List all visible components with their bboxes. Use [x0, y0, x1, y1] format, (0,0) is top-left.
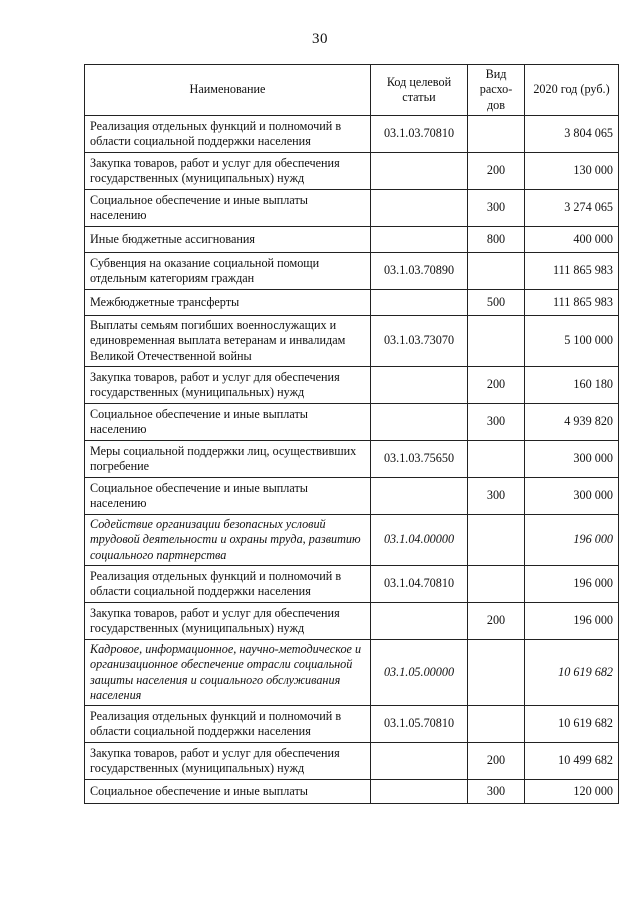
- row-amount-cell: 10 619 682: [525, 706, 619, 743]
- table-row: [85, 706, 619, 743]
- row-type-cell: 500: [468, 290, 525, 316]
- row-amount-cell: 130 000: [525, 153, 619, 190]
- row-type-cell: 800: [468, 227, 525, 253]
- row-name-cell: Субвенция на оказание социальной помощи отдельным категориям граждан: [85, 253, 371, 290]
- row-code-cell: [371, 780, 468, 804]
- row-amount-cell: 160 180: [525, 367, 619, 404]
- table-row: [85, 515, 619, 566]
- row-name-cell: Закупка товаров, работ и услуг для обеспечения государственных (муниципальных) нужд: [85, 367, 371, 404]
- header-type: Вид расхо-дов: [468, 65, 525, 116]
- row-type-cell: [468, 441, 525, 478]
- table-row: [85, 227, 619, 253]
- table-header-row: [85, 65, 619, 116]
- row-code-cell: [371, 227, 468, 253]
- row-amount-cell: 4 939 820: [525, 404, 619, 441]
- row-code-cell: 03.1.03.70890: [371, 253, 468, 290]
- table-row: [85, 404, 619, 441]
- row-name-cell: Содействие организации безопасных условий трудовой деятельности и охраны труда, развитию социального партнерства: [85, 515, 371, 566]
- table-row: [85, 743, 619, 780]
- row-type-cell: [468, 566, 525, 603]
- row-type-cell: 200: [468, 743, 525, 780]
- row-amount-cell: 111 865 983: [525, 290, 619, 316]
- row-code-cell: [371, 603, 468, 640]
- row-amount-cell: 10 619 682: [525, 640, 619, 706]
- row-type-cell: [468, 706, 525, 743]
- row-name-cell: Закупка товаров, работ и услуг для обеспечения государственных (муниципальных) нужд: [85, 603, 371, 640]
- row-code-cell: 03.1.04.70810: [371, 566, 468, 603]
- row-code-cell: [371, 404, 468, 441]
- row-amount-cell: 196 000: [525, 603, 619, 640]
- table-row: [85, 153, 619, 190]
- row-name-cell: Социальное обеспечение и иные выплаты: [85, 780, 371, 804]
- row-name-cell: Меры социальной поддержки лиц, осуществивших погребение: [85, 441, 371, 478]
- row-type-cell: 200: [468, 367, 525, 404]
- row-code-cell: 03.1.03.73070: [371, 316, 468, 367]
- row-name-cell: Реализация отдельных функций и полномочий в области социальной поддержки населения: [85, 566, 371, 603]
- header-code: Код целевой статьи: [371, 65, 468, 116]
- table-row: [85, 478, 619, 515]
- row-code-cell: [371, 190, 468, 227]
- budget-table: [84, 64, 619, 804]
- row-code-cell: [371, 743, 468, 780]
- table-row: [85, 253, 619, 290]
- table-row: [85, 441, 619, 478]
- table-body: [85, 116, 619, 804]
- row-type-cell: [468, 253, 525, 290]
- row-type-cell: 200: [468, 603, 525, 640]
- row-code-cell: 03.1.03.70810: [371, 116, 468, 153]
- row-type-cell: 300: [468, 478, 525, 515]
- row-type-cell: 300: [468, 404, 525, 441]
- table-row: [85, 116, 619, 153]
- row-code-cell: 03.1.03.75650: [371, 441, 468, 478]
- row-amount-cell: 5 100 000: [525, 316, 619, 367]
- row-type-cell: [468, 316, 525, 367]
- row-code-cell: [371, 478, 468, 515]
- table-row: [85, 566, 619, 603]
- row-amount-cell: 10 499 682: [525, 743, 619, 780]
- row-type-cell: 300: [468, 780, 525, 804]
- row-amount-cell: 3 274 065: [525, 190, 619, 227]
- row-code-cell: [371, 290, 468, 316]
- row-name-cell: Социальное обеспечение и иные выплаты населению: [85, 404, 371, 441]
- row-name-cell: Социальное обеспечение и иные выплаты населению: [85, 478, 371, 515]
- row-amount-cell: 120 000: [525, 780, 619, 804]
- row-name-cell: Социальное обеспечение и иные выплаты населению: [85, 190, 371, 227]
- row-code-cell: 03.1.04.00000: [371, 515, 468, 566]
- row-type-cell: [468, 640, 525, 706]
- row-name-cell: Закупка товаров, работ и услуг для обеспечения государственных (муниципальных) нужд: [85, 153, 371, 190]
- page-number: 30: [312, 31, 328, 47]
- row-name-cell: Закупка товаров, работ и услуг для обеспечения государственных (муниципальных) нужд: [85, 743, 371, 780]
- table-row: [85, 316, 619, 367]
- row-name-cell: Выплаты семьям погибших военнослужащих и единовременная выплата ветеранам и инвалидам Великой Отечественной войны: [85, 316, 371, 367]
- row-type-cell: 300: [468, 190, 525, 227]
- table-row: [85, 780, 619, 804]
- row-code-cell: 03.1.05.00000: [371, 640, 468, 706]
- row-amount-cell: 196 000: [525, 566, 619, 603]
- row-name-cell: Реализация отдельных функций и полномочий в области социальной поддержки населения: [85, 116, 371, 153]
- row-code-cell: [371, 367, 468, 404]
- header-name: Наименование: [85, 65, 371, 116]
- row-type-cell: [468, 515, 525, 566]
- row-type-cell: [468, 116, 525, 153]
- table-row: [85, 603, 619, 640]
- row-amount-cell: 196 000: [525, 515, 619, 566]
- table-row: [85, 367, 619, 404]
- table-row: [85, 290, 619, 316]
- row-name-cell: Иные бюджетные ассигнования: [85, 227, 371, 253]
- row-name-cell: Реализация отдельных функций и полномочий в области социальной поддержки населения: [85, 706, 371, 743]
- row-amount-cell: 400 000: [525, 227, 619, 253]
- row-name-cell: Кадровое, информационное, научно-методическое и организационное обеспечение отрасли социальной защиты населения и социального обслуживания населения: [85, 640, 371, 706]
- row-amount-cell: 300 000: [525, 441, 619, 478]
- row-type-cell: 200: [468, 153, 525, 190]
- table-row: [85, 640, 619, 706]
- row-code-cell: 03.1.05.70810: [371, 706, 468, 743]
- table-row: [85, 190, 619, 227]
- row-code-cell: [371, 153, 468, 190]
- row-amount-cell: 111 865 983: [525, 253, 619, 290]
- header-amount: 2020 год (руб.): [525, 65, 619, 116]
- row-amount-cell: 300 000: [525, 478, 619, 515]
- row-name-cell: Межбюджетные трансферты: [85, 290, 371, 316]
- row-amount-cell: 3 804 065: [525, 116, 619, 153]
